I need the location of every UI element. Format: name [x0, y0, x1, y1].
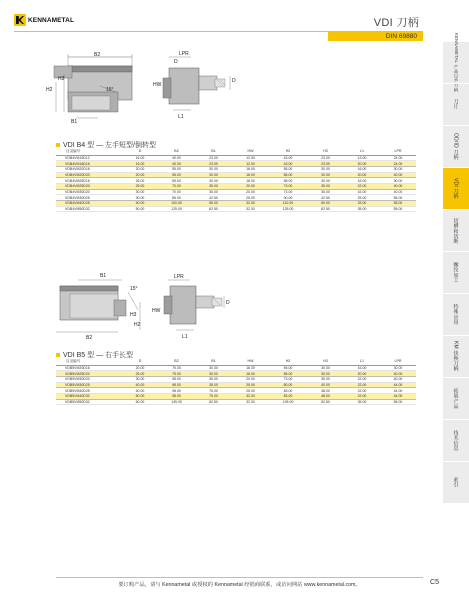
dim-label-hw: HW: [153, 82, 162, 88]
dim-label-b2: B2: [86, 335, 93, 341]
dimension-cell: 30.00: [307, 166, 344, 172]
dimension-cell: 42.50: [307, 195, 344, 201]
dimension-cell: 55.00: [380, 206, 416, 212]
tab-label: VDI 刀柄: [452, 178, 459, 199]
dimension-cell: 30.00: [195, 371, 232, 377]
dimension-cell: 13.00: [344, 155, 380, 161]
dimension-cell: 100.00: [158, 201, 195, 207]
dimension-cell: 22.00: [344, 388, 380, 394]
dim-label-l1: L1: [182, 334, 188, 340]
column-header: B1: [195, 148, 232, 155]
dimension-cell: 40.00: [380, 189, 416, 195]
column-header: H2: [269, 358, 307, 365]
column-header: B2: [158, 358, 195, 365]
table-row: [56, 399, 416, 405]
column-header: D: [122, 148, 158, 155]
dimension-cell: 43.00: [269, 161, 307, 167]
catalog-number-cell: VDB4VM25D16: [56, 178, 122, 184]
column-header: L1: [344, 358, 380, 365]
tab-label: 螺纹加工: [452, 262, 459, 283]
b5-spec-table: [56, 358, 416, 405]
dimension-cell: 22.00: [344, 393, 380, 399]
dimension-cell: 44.00: [380, 388, 416, 394]
dimension-cell: 23.00: [195, 155, 232, 161]
dimension-cell: 20.00: [122, 166, 158, 172]
dimension-cell: 40.00: [380, 376, 416, 382]
section-bullet-icon: [56, 353, 60, 357]
b4-spec-table: [56, 148, 416, 212]
dim-label-b1: B1: [71, 119, 78, 124]
dimension-cell: 20.00: [344, 371, 380, 377]
dimension-cell: 60.00: [307, 201, 344, 207]
dimension-cell: 90.00: [269, 195, 307, 201]
dimension-cell: 55.00: [158, 178, 195, 184]
tab-label: 切槽和切断: [452, 217, 459, 244]
page-number: C5: [430, 579, 439, 586]
dimension-cell: 25.00: [122, 183, 158, 189]
dimension-cell: 70.00: [158, 183, 195, 189]
dimension-cell: 35.00: [344, 399, 380, 405]
dim-label-angle: 15°: [130, 286, 138, 292]
dimension-cell: 55.00: [380, 195, 416, 201]
dimension-cell: 16.00: [232, 178, 269, 184]
din-standard-badge: DIN 69880: [328, 32, 423, 41]
catalog-number-cell: VDB4VM40D25: [56, 201, 122, 207]
section-bullet-icon: [56, 143, 60, 147]
tab-od-id-holders[interactable]: [443, 126, 469, 168]
catalog-number-cell: VDB5VM40D32: [56, 393, 122, 399]
dimension-cell: 20.00: [122, 365, 158, 371]
tab-threading[interactable]: [443, 252, 469, 294]
dimension-cell: 50.00: [122, 393, 158, 399]
dimension-cell: 40.00: [122, 382, 158, 388]
dimension-cell: 20.00: [122, 172, 158, 178]
section-title-text: VDI B5 型 — 右手长型: [63, 352, 134, 359]
dimension-cell: 35.00: [195, 189, 232, 195]
tab-technical-info[interactable]: [443, 420, 469, 462]
dimension-cell: 35.00: [307, 183, 344, 189]
dimension-cell: 75.00: [195, 393, 232, 399]
dimension-cell: 25.00: [122, 371, 158, 377]
b5-side-view-diagram: [146, 272, 238, 342]
dim-label-angle: 15°: [106, 87, 114, 93]
column-header: H3: [307, 358, 344, 365]
dimension-cell: 32.00: [232, 393, 269, 399]
dimension-cell: 30.00: [380, 166, 416, 172]
section-title-text: VDI B4 型 — 左手短型/倒转型: [63, 142, 156, 149]
dim-label-d: D: [174, 59, 178, 65]
dimension-cell: 30.00: [380, 178, 416, 184]
dim-label-lpr: LPR: [179, 51, 189, 57]
dimension-cell: 25.00: [232, 388, 269, 394]
column-header: HW: [232, 358, 269, 365]
tab-label: 索引: [452, 477, 459, 488]
tab-vdi-holders[interactable]: [443, 168, 469, 210]
column-header: B1: [195, 358, 232, 365]
dimension-cell: 20.00: [344, 161, 380, 167]
dim-label-d: D: [226, 300, 230, 306]
dimension-cell: 60.00: [122, 399, 158, 405]
catalog-number-cell: VDB5VM20D16: [56, 365, 122, 371]
column-header: LPR: [380, 148, 416, 155]
column-header: H3: [307, 148, 344, 155]
dimension-cell: 16.00: [344, 166, 380, 172]
b5-front-view-diagram: [48, 270, 148, 342]
tab-km-quick-change[interactable]: [443, 336, 469, 378]
dimension-cell: 98.00: [158, 388, 195, 394]
dimension-cell: 98.00: [158, 376, 195, 382]
dimension-cell: 55.00: [195, 201, 232, 207]
dimension-cell: 44.00: [380, 393, 416, 399]
catalog-number-cell: VDB4VM16D12: [56, 155, 122, 161]
dimension-cell: 48.00: [307, 393, 344, 399]
catalog-number-cell: VDB5VM30D20: [56, 376, 122, 382]
dimension-cell: 62.50: [195, 206, 232, 212]
dimension-cell: 40.00: [122, 201, 158, 207]
page-title: VDI 刀柄: [373, 17, 419, 29]
dimension-cell: 42.00: [344, 189, 380, 195]
dimension-cell: 32.00: [232, 201, 269, 207]
dimension-cell: 35.00: [195, 382, 232, 388]
dimension-cell: 30.00: [122, 376, 158, 382]
dimension-cell: 55.00: [269, 166, 307, 172]
dimension-cell: 12.00: [232, 155, 269, 161]
dimension-cell: 20.00: [344, 172, 380, 178]
dimension-cell: 125.00: [158, 206, 195, 212]
column-header: H2: [269, 148, 307, 155]
dimension-cell: 16.00: [232, 371, 269, 377]
dimension-cell: 32.00: [232, 206, 269, 212]
dimension-cell: 24.00: [380, 155, 416, 161]
dimension-cell: 35.00: [344, 206, 380, 212]
dimension-cell: 43.00: [269, 155, 307, 161]
column-header: 目录编号: [56, 148, 122, 155]
table-header-row: [56, 358, 416, 365]
tab-label: 刀片: [452, 99, 459, 110]
dimension-cell: 30.00: [195, 172, 232, 178]
dimension-cell: 73.00: [269, 183, 307, 189]
tab-label: OD/ID 刀柄: [452, 133, 459, 160]
catalog-number-cell: VDB5VM25D20: [56, 371, 122, 377]
dimension-cell: 75.00: [195, 388, 232, 394]
dimension-cell: 40.00: [307, 382, 344, 388]
catalog-number-cell: VDB4VM20D20: [56, 172, 122, 178]
column-header: LPR: [380, 358, 416, 365]
dimension-cell: 16.00: [232, 166, 269, 172]
dimension-cell: 30.00: [122, 195, 158, 201]
tab-catalog[interactable]: [443, 33, 469, 92]
dimension-cell: 22.00: [344, 382, 380, 388]
dim-label-b2: B2: [94, 52, 101, 58]
column-header: 目录编号: [56, 358, 122, 365]
brand-wordmark: KENNAMETAL: [28, 16, 75, 24]
dimension-cell: 30.00: [307, 178, 344, 184]
dimension-cell: 16.00: [122, 161, 158, 167]
dimension-cell: 83.00: [269, 393, 307, 399]
dimension-cell: 25.00: [232, 195, 269, 201]
dimension-cell: 70.00: [158, 189, 195, 195]
dimension-cell: 110.00: [269, 201, 307, 207]
column-header: B2: [158, 148, 195, 155]
dimension-cell: 98.00: [158, 393, 195, 399]
dimension-cell: 20.00: [232, 183, 269, 189]
dim-label-b1: B1: [100, 273, 107, 279]
dimension-cell: 30.00: [307, 172, 344, 178]
b4-front-view-diagram: [40, 52, 140, 124]
dim-label-h2: H2: [134, 322, 141, 328]
tab-special-applications[interactable]: [443, 294, 469, 336]
tab-label: 特殊应用: [452, 304, 459, 325]
dimension-cell: 55.00: [380, 399, 416, 405]
column-header: L1: [344, 148, 380, 155]
dimension-cell: 35.00: [195, 376, 232, 382]
footer-divider: [56, 577, 423, 578]
dim-label-h3: H3: [130, 312, 137, 318]
ordering-note: 要订购产品，请与 Kennametal 或授权的 Kennametal 经销商联系，或访问网站 www.kennametal.com。: [118, 582, 361, 588]
table-row: [56, 206, 416, 212]
column-header: D: [122, 358, 158, 365]
table-header-row: [56, 148, 416, 155]
dimension-cell: 105.00: [269, 399, 307, 405]
dimension-cell: 83.00: [269, 388, 307, 394]
dimension-cell: 50.00: [122, 206, 158, 212]
dimension-cell: 33.00: [344, 201, 380, 207]
dimension-cell: 82.50: [195, 399, 232, 405]
tab-label: 技术信息: [452, 430, 459, 451]
dimension-cell: 145.00: [158, 399, 195, 405]
dimension-cell: 25.00: [232, 382, 269, 388]
dimension-cell: 52.50: [307, 399, 344, 405]
dim-label-hw: HW: [152, 308, 161, 314]
dimension-cell: 62.50: [307, 206, 344, 212]
dimension-cell: 23.00: [307, 161, 344, 167]
dimension-cell: 35.00: [195, 183, 232, 189]
catalog-number-cell: VDB4VM30D25: [56, 195, 122, 201]
dimension-cell: 40.00: [380, 172, 416, 178]
dimension-cell: 55.00: [158, 166, 195, 172]
dimension-cell: 48.00: [307, 388, 344, 394]
dimension-cell: 30.00: [380, 365, 416, 371]
dimension-cell: 30.00: [195, 365, 232, 371]
dimension-cell: 12.00: [232, 161, 269, 167]
dimension-cell: 23.00: [195, 161, 232, 167]
dimension-cell: 40.00: [158, 155, 195, 161]
dimension-cell: 23.00: [307, 155, 344, 161]
dimension-cell: 40.00: [122, 388, 158, 394]
dimension-cell: 16.00: [232, 172, 269, 178]
dimension-cell: 20.00: [232, 376, 269, 382]
dimension-cell: 30.00: [307, 365, 344, 371]
dimension-cell: 30.00: [195, 178, 232, 184]
dimension-cell: 40.00: [380, 183, 416, 189]
dimension-cell: 30.00: [307, 371, 344, 377]
dimension-cell: 125.00: [269, 206, 307, 212]
dimension-cell: 40.00: [380, 371, 416, 377]
dimension-cell: 55.00: [269, 365, 307, 371]
catalog-number-cell: VDB4VM50D32: [56, 206, 122, 212]
dimension-cell: 98.00: [158, 382, 195, 388]
tab-expanded-products[interactable]: [443, 378, 469, 420]
dimension-cell: 55.00: [380, 201, 416, 207]
dimension-cell: 20.00: [232, 189, 269, 195]
catalog-number-cell: VDB4VM16D16: [56, 161, 122, 167]
tab-label: KM 快换刀柄: [452, 341, 459, 372]
dimension-cell: 22.00: [344, 376, 380, 382]
dimension-cell: 16.00: [232, 365, 269, 371]
dim-label-h3: H3: [58, 76, 65, 82]
dimension-cell: 16.00: [122, 155, 158, 161]
dim-label-h2: H2: [46, 87, 53, 93]
tab-label: 拓展产品: [452, 388, 459, 409]
dimension-cell: 24.00: [380, 161, 416, 167]
dimension-cell: 25.00: [344, 195, 380, 201]
catalog-number-cell: VDB5VM50D32: [56, 399, 122, 405]
dimension-cell: 35.00: [307, 189, 344, 195]
dimension-cell: 42.50: [195, 195, 232, 201]
dimension-cell: 16.00: [344, 178, 380, 184]
tab-index[interactable]: [443, 462, 469, 504]
dimension-cell: 55.00: [269, 172, 307, 178]
dim-label-d-right: D: [232, 78, 236, 84]
kennametal-logo: [14, 14, 96, 26]
catalog-number-cell: VDB5VM30D25: [56, 382, 122, 388]
dimension-cell: 25.00: [122, 178, 158, 184]
dim-label-lpr: LPR: [174, 274, 184, 280]
dimension-cell: 85.00: [158, 195, 195, 201]
dimension-cell: 80.00: [269, 382, 307, 388]
dimension-cell: 75.00: [158, 365, 195, 371]
dimension-cell: 73.00: [269, 189, 307, 195]
catalog-number-cell: VDB4VM25D20: [56, 183, 122, 189]
tab-label: KENNAMETAL 产品目录 刀柄: [454, 33, 459, 92]
dimension-cell: 30.00: [122, 189, 158, 195]
dimension-cell: 30.00: [195, 166, 232, 172]
kennametal-k-icon: [14, 14, 26, 26]
section-tabs: [443, 33, 469, 504]
dimension-cell: 32.00: [232, 399, 269, 405]
column-header: HW: [232, 148, 269, 155]
dim-label-l1: L1: [178, 114, 184, 120]
dimension-cell: 73.00: [269, 376, 307, 382]
dimension-cell: 55.00: [269, 371, 307, 377]
catalog-number-cell: VDB5VM40D25: [56, 388, 122, 394]
tab-grooving-cutoff[interactable]: [443, 210, 469, 252]
b5-table-body: [56, 365, 416, 405]
dimension-cell: 58.00: [269, 178, 307, 184]
b4-table-body: [56, 155, 416, 212]
dimension-cell: 44.00: [380, 382, 416, 388]
dimension-cell: 55.00: [158, 172, 195, 178]
catalog-number-cell: VDB4VM30D20: [56, 189, 122, 195]
dimension-cell: 22.00: [344, 183, 380, 189]
dimension-cell: 40.00: [158, 161, 195, 167]
dimension-cell: 16.00: [344, 365, 380, 371]
dimension-cell: 75.00: [158, 371, 195, 377]
catalog-number-cell: VDB4VM20D16: [56, 166, 122, 172]
dimension-cell: 35.00: [307, 376, 344, 382]
b4-side-view-diagram: [147, 50, 239, 120]
